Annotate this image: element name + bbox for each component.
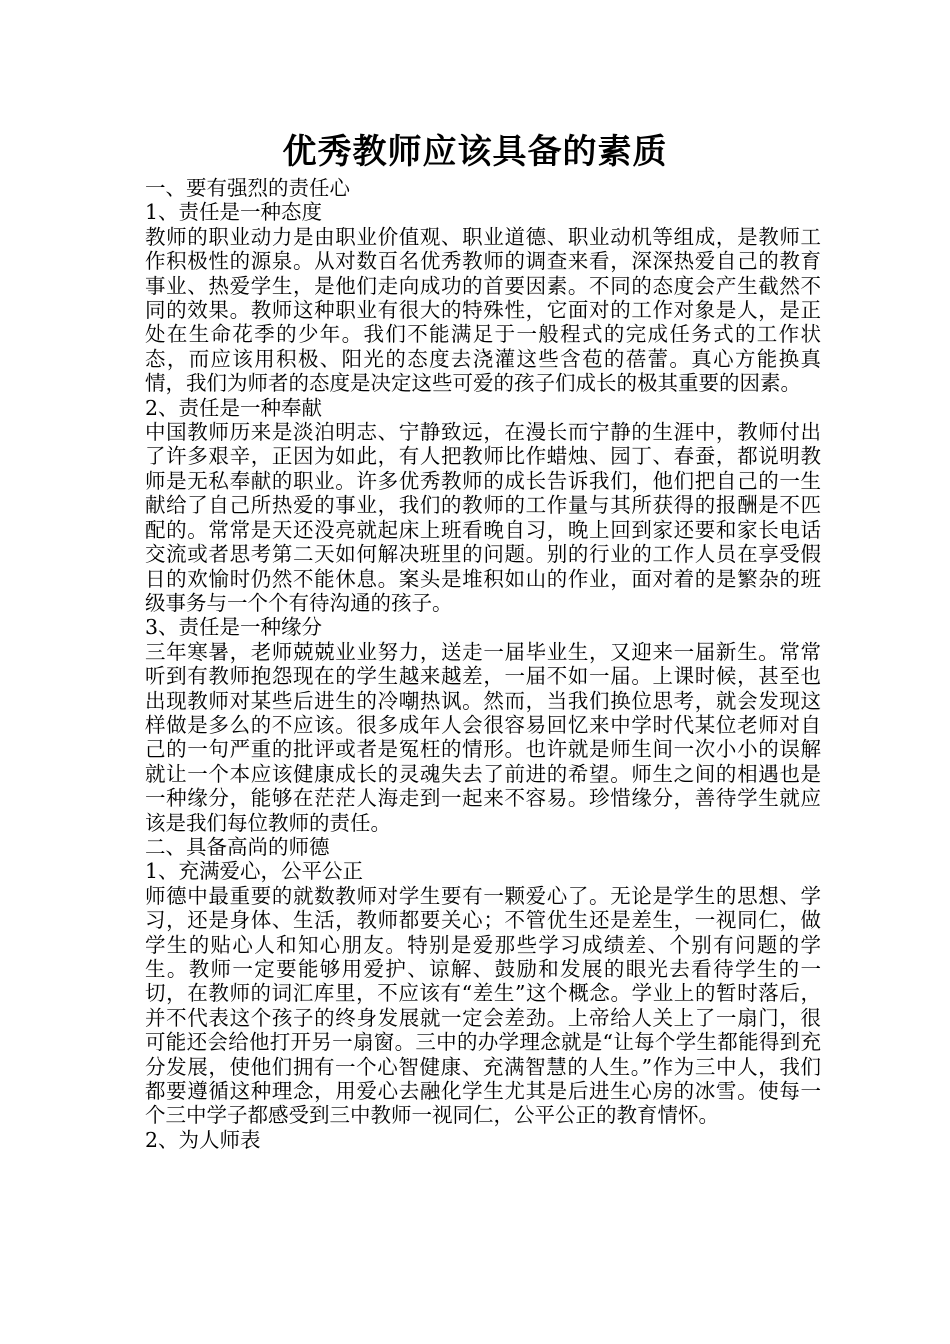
document-title: 优秀教师应该具备的素质 (282, 132, 668, 172)
subsection-heading-1-1: 1、责任是一种态度 (145, 200, 323, 225)
paragraph-responsibility-dedication: 中国教师历来是淡泊明志、宁静致远，在漫长而宁静的生涯中，教师付出了许多艰辛，正因为如此，有人把教师比作蜡烛、园丁、春蚕，都说明教师是无私奉献的职业。许多优秀教师的成长告诉我们，他们把自己的一生献给了自己所热爱的事业，我们的教师的工作量与其所获得的报酬是不匹配的。常常是天还没亮就起床上班看晚自习，晚上回到家还要和家长电话交流或者思考第二天如何解决班里的问题。别的行业的工作人员在享受假日的欢愉时仍然不能休息。案头是堆积如山的作业，面对着的是繁杂的班级事务与一个个有待沟通的孩子。 (145, 420, 821, 615)
section-heading-1: 一、要有强烈的责任心 (145, 176, 350, 200)
subsection-heading-1-3: 3、责任是一种缘分 (145, 615, 323, 640)
paragraph-responsibility-fate: 三年寒暑，老师兢兢业业努力，送走一届毕业生，又迎来一届新生。常常听到有教师抱怨现在的学生越来越差，一届不如一届。上课时候，甚至也出现教师对某些后进生的冷嘲热讽。然而，当我们换位思考，就会发现这样做是多么的不应该。很多成年人会很容易回忆来中学时代某位老师对自己的一句严重的批评或者是冤枉的情形。也许就是师生间一次小小的误解就让一个本应该健康成长的灵魂失去了前进的希望。师生之间的相遇也是一种缘分，能够在茫茫人海走到一起来不容易。珍惜缘分，善待学生就应该是我们每位教师的责任。 (145, 639, 821, 835)
subsection-heading-1-2: 2、责任是一种奉献 (145, 395, 323, 420)
section-heading-2: 二、具备高尚的师德 (145, 834, 330, 859)
paragraph-love-fairness: 师德中最重要的就数教师对学生要有一颗爱心了。无论是学生的思想、学习，还是身体、生活，教师都要关心；不管优生还是差生，一视同仁，做学生的贴心人和知心朋友。特别是爱那些学习成绩差、个别有问题的学生。教师一定要能够用爱护、谅解、鼓励和发展的眼光去看待学生的一切，在教师的词汇库里，不应该有“差生”这个概念。学业上的暂时落后，并不代表这个孩子的终身发展就一定会差劲。上帝给人关上了一扇门，很可能还会给他打开另一扇窗。三中的办学理念就是“让每个学生都能得到充分发展，使他们拥有一个心智健康、充满智慧的人生。”作为三中人，我们都要遵循这种理念，用爱心去融化学生尤其是后进生心房的冰雪。使每一个三中学子都感受到三中教师一视同仁，公平公正的教育情怀。 (145, 883, 821, 1128)
subsection-heading-2-1: 1、充满爱心，公平公正 (145, 859, 364, 884)
document-body (145, 176, 821, 1152)
paragraph-responsibility-attitude: 教师的职业动力是由职业价值观、职业道德、职业动机等组成，是教师工作积极性的源泉。从对数百名优秀教师的调查来看，深深热爱自己的教育事业、热爱学生，是他们走向成功的首要因素。不同的态度会产生截然不同的效果。教师这种职业有很大的特殊性，它面对的工作对象是人，是正处在生命花季的少年。我们不能满足于一般程式的完成任务式的工作状态，而应该用积极、阳光的态度去浇灌这些含苞的蓓蕾。真心方能换真情，我们为师者的态度是决定这些可爱的孩子们成长的极其重要的因素。 (145, 224, 821, 396)
subsection-heading-2-2: 2、为人师表 (145, 1127, 261, 1152)
